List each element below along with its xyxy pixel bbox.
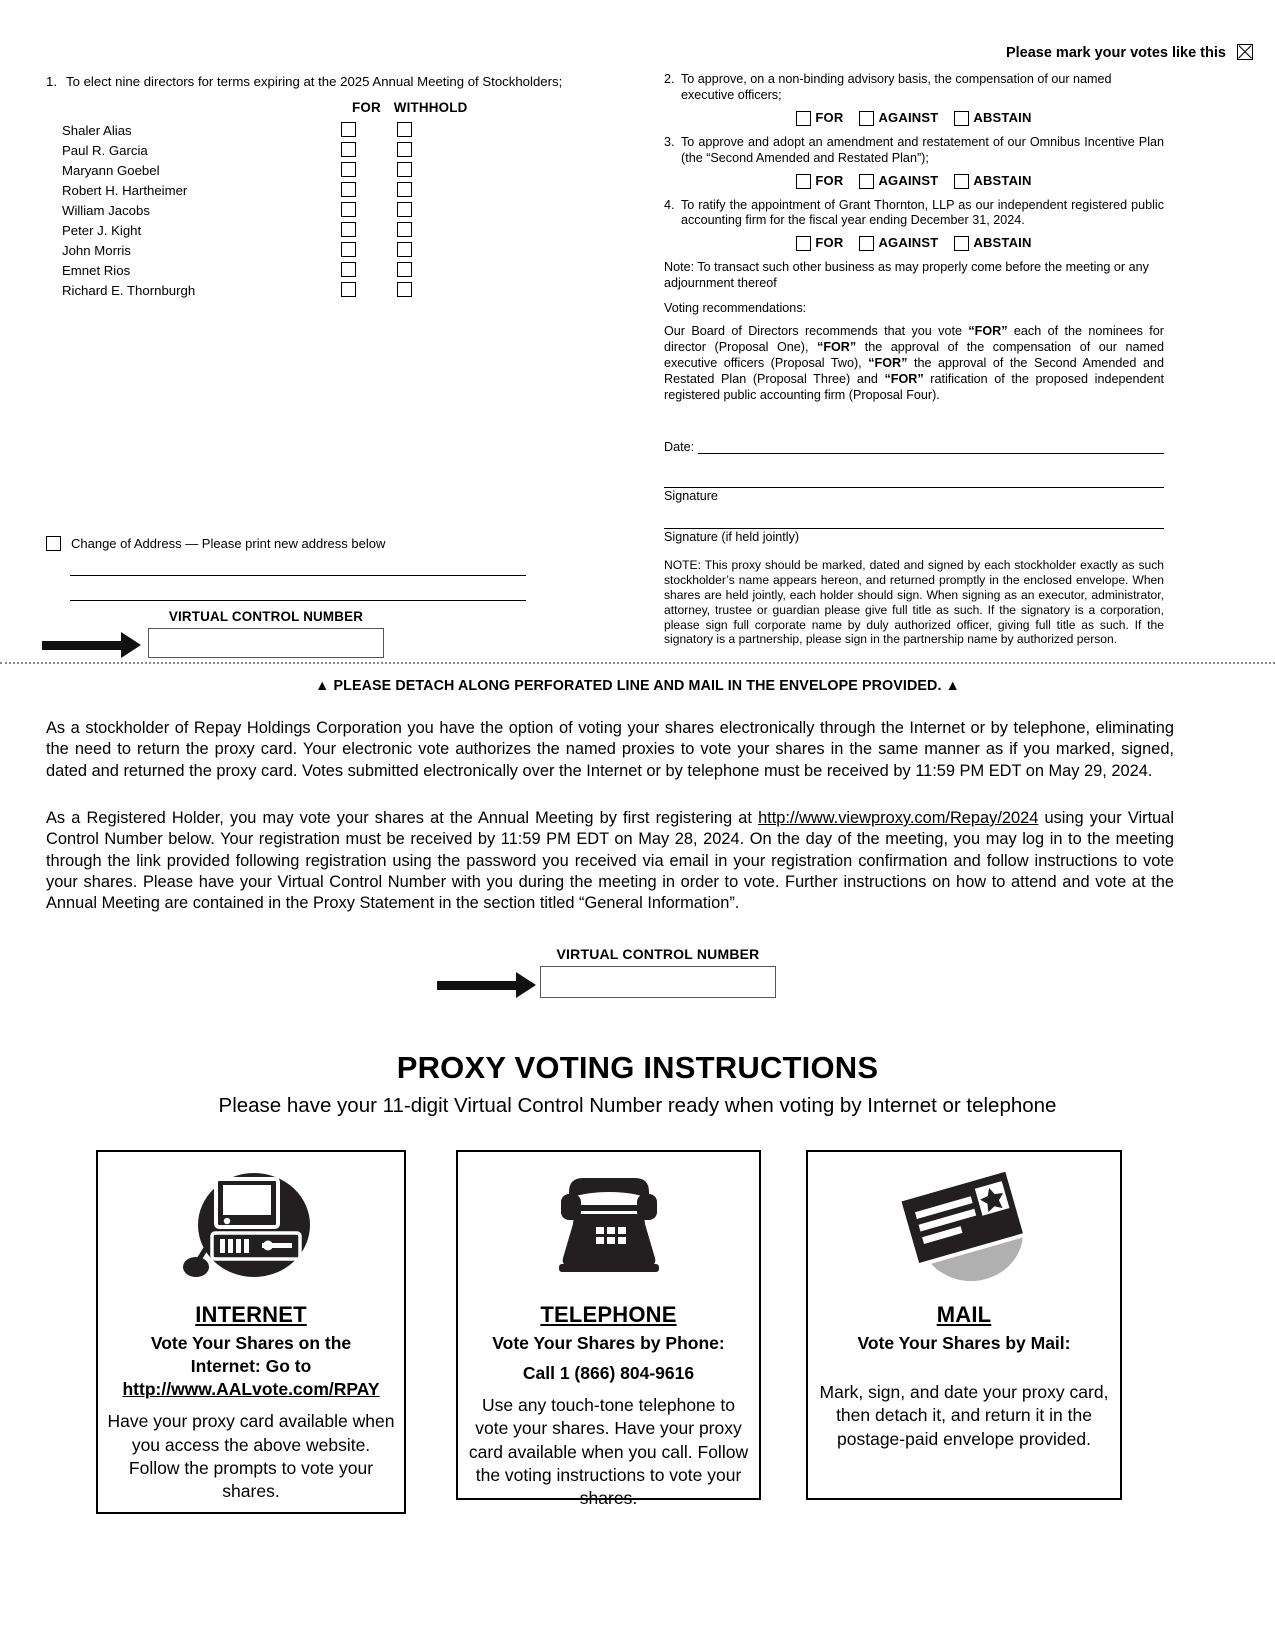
nominee-row — [46, 180, 626, 200]
proxy-card-section — [0, 0, 1275, 663]
proposal-3-choices — [664, 173, 1164, 189]
perforated-line — [0, 662, 1275, 664]
nominee-for-cell — [341, 281, 397, 299]
voting-method-telephone — [456, 1150, 761, 1509]
column-header-withhold: WITHHOLD — [393, 100, 468, 115]
proposal-3 — [664, 135, 1164, 167]
checkbox-for[interactable] — [796, 236, 811, 251]
nominee-withhold-cell — [397, 221, 453, 239]
signature-input-line[interactable] — [664, 454, 1164, 488]
proxy-voting-instructions-subtitle: Please have your 11-digit Virtual Control Number ready when voting by Internet or telephone — [218, 1094, 1057, 1117]
checkbox-for[interactable] — [796, 111, 811, 126]
vr-part-5: ratification of the proposed independent registered public accounting firm (Proposal Four). — [664, 371, 1164, 402]
nominee-name: Peter J. Kight — [62, 222, 142, 238]
change-of-address-label: Change of Address — Please print new address below — [71, 536, 386, 551]
other-business-note: Note: To transact such other business as may properly come before the meeting or any adjournment thereof — [664, 260, 1149, 291]
vr-bold-1: “FOR” — [968, 324, 1008, 339]
stockholder-paragraph-1: As a stockholder of Repay Holdings Corporation you have the option of voting your shares electronically through the Internet or by telephone, eliminating the need to return the proxy card. Your electronic vote authorizes the named proxies to vote your shares in the same manner as if you marked, signed, dated and returned the proxy card. Votes submitted electronically over the Internet or by telephone must be received by 11:59 PM EDT on May 29, 2024. — [46, 719, 1174, 780]
internet-vote-url[interactable]: http://www.AALvote.com/RPAY — [122, 1379, 380, 1400]
internet-subtext — [98, 1332, 404, 1401]
signature-joint-label: Signature (if held jointly) — [664, 530, 800, 544]
proposal-4-choices — [664, 235, 1164, 251]
checkbox-for[interactable] — [341, 162, 356, 177]
mark-votes-text: Please mark your votes like this — [1005, 45, 1226, 61]
signature-label: Signature — [664, 489, 718, 503]
checkbox-for[interactable] — [341, 262, 356, 277]
voting-recommendations-label: Voting recommendations: — [664, 301, 807, 316]
nominee-for-cell — [341, 121, 397, 139]
nominee-row — [46, 220, 626, 240]
change-of-address-block — [46, 536, 526, 601]
checkbox-withhold[interactable] — [397, 162, 412, 177]
checkbox-change-of-address[interactable] — [46, 536, 61, 551]
date-input-line[interactable] — [698, 440, 1164, 454]
nominee-for-cell — [341, 261, 397, 279]
checkbox-for[interactable] — [341, 202, 356, 217]
vcn-pointer-arrow-icon — [42, 632, 141, 658]
nominee-name: Robert H. Hartheimer — [62, 182, 188, 198]
label-against: AGAINST — [878, 235, 939, 251]
para2-part-a: As a Registered Holder, you may vote your shares at the Annual Meeting by first registering at — [46, 809, 759, 827]
nominee-list — [46, 120, 626, 300]
checkbox-withhold[interactable] — [397, 282, 412, 297]
signature-block — [664, 440, 1164, 544]
nominee-withhold-cell — [397, 121, 453, 139]
proxy-voting-instructions-title: PROXY VOTING INSTRUCTIONS — [396, 1050, 879, 1085]
checkbox-abstain[interactable] — [954, 236, 969, 251]
vcn-label: VIRTUAL CONTROL NUMBER — [168, 609, 364, 624]
proposal-3-text: To approve and adopt an amendment and restatement of our Omnibus Incentive Plan (the “Second Amended and Restated Plan”); — [681, 134, 1164, 165]
checkbox-withhold[interactable] — [397, 182, 412, 197]
checkbox-withhold[interactable] — [397, 202, 412, 217]
proposal-4-text: To ratify the appointment of Grant Thornton, LLP as our independent registered public accounting firm for the fiscal year ending December 31, 2024. — [681, 197, 1164, 228]
checkbox-against[interactable] — [859, 236, 874, 251]
vr-bold-2: “FOR” — [817, 339, 857, 354]
vcn-label-2: VIRTUAL CONTROL NUMBER — [556, 946, 760, 962]
proposal-1-column-headers — [352, 100, 468, 115]
vr-bold-4: “FOR” — [884, 371, 924, 386]
checkbox-for[interactable] — [341, 222, 356, 237]
checkbox-against[interactable] — [859, 174, 874, 189]
vcn-input-box-2[interactable] — [540, 966, 776, 998]
address-line-2[interactable] — [70, 576, 526, 601]
checkbox-for[interactable] — [341, 282, 356, 297]
mail-sub-line-1: Vote Your Shares by Mail: — [857, 1333, 1071, 1353]
proposal-2-text: To approve, on a non-binding advisory basis, the compensation of our named executive officers; — [681, 72, 1112, 102]
nominee-row — [46, 280, 626, 300]
nominee-withhold-cell — [397, 161, 453, 179]
internet-sub-line-2: Internet: Go to — [190, 1356, 312, 1377]
checkbox-withhold[interactable] — [397, 122, 412, 137]
date-label: Date: — [664, 440, 695, 454]
nominee-row — [46, 140, 626, 160]
telephone-sub-line-1: Vote Your Shares by Phone: — [492, 1333, 725, 1353]
telephone-body-text: Use any touch-tone telephone to vote your shares. Have your proxy card available when you call. Follow the voting instructions to vote your shares. — [468, 1395, 749, 1509]
proposal-2-choices — [664, 110, 1164, 126]
nominee-withhold-cell — [397, 201, 453, 219]
label-against: AGAINST — [878, 172, 939, 188]
mail-subtext — [808, 1332, 1120, 1355]
telephone-icon — [458, 1152, 759, 1302]
nominee-row — [46, 240, 626, 260]
nominee-name: John Morris — [62, 242, 131, 258]
checkbox-withhold[interactable] — [397, 262, 412, 277]
checkbox-for[interactable] — [341, 242, 356, 257]
nominee-name: Richard E. Thornburgh — [62, 282, 196, 298]
voting-method-internet — [96, 1150, 406, 1514]
detach-notice: ▲ PLEASE DETACH ALONG PERFORATED LINE AND MAIL IN THE ENVELOPE PROVIDED. ▲ — [315, 678, 960, 694]
proposals-2-4-block — [664, 72, 1164, 403]
vcn-input-box[interactable] — [148, 628, 384, 658]
checkbox-for[interactable] — [341, 182, 356, 197]
nominee-row — [46, 120, 626, 140]
nominee-for-cell — [341, 141, 397, 159]
checkbox-for[interactable] — [796, 174, 811, 189]
vr-bold-3: “FOR” — [868, 355, 908, 370]
checkbox-withhold[interactable] — [397, 222, 412, 237]
legal-note-text: NOTE: This proxy should be marked, dated and signed by each stockholder exactly as such stockholder’s name appears hereon, and returned promptly in the enclosed envelope. When shares are held jointly, each holder should sign. When signing as an executor, administrator, attorney, trustee or guardian please give full title as such. If the signatory is a corporation, please sign full corporate name by duly authorized officer, giving full title as such. If the signatory is a partnership, please sign in the partnership name by authorized person. — [664, 558, 1164, 647]
checkbox-withhold[interactable] — [397, 242, 412, 257]
checkbox-for[interactable] — [341, 142, 356, 157]
mark-votes-instruction — [1006, 44, 1253, 61]
nominee-row — [46, 260, 626, 280]
proposal-2 — [664, 72, 1164, 104]
telephone-subtext — [458, 1332, 759, 1385]
change-of-address-row — [46, 536, 526, 551]
nominee-for-cell — [341, 201, 397, 219]
nominee-for-cell — [341, 161, 397, 179]
vr-part-2: each of the nominees for director (Proposal One), — [664, 324, 1164, 354]
label-abstain: ABSTAIN — [973, 235, 1032, 251]
label-for: FOR — [815, 109, 844, 125]
checkbox-against[interactable] — [859, 111, 874, 126]
nominee-row — [46, 200, 626, 220]
proposal-4 — [664, 198, 1164, 230]
vr-part-3: the approval of the compensation of our named executive officers (Proposal Two), — [664, 339, 1164, 370]
virtual-control-number-body-block — [540, 946, 776, 998]
telephone-phone-number: Call 1 (866) 804-9616 — [522, 1363, 695, 1384]
internet-heading: INTERNET — [195, 1302, 307, 1327]
checkbox-abstain[interactable] — [954, 111, 969, 126]
nominee-name: William Jacobs — [62, 202, 150, 218]
proposal-1-number: 1. — [46, 74, 57, 89]
proposal-2-number: 2. — [664, 72, 675, 86]
vr-part-1: Our Board of Directors recommends that you vote — [664, 324, 969, 339]
checkbox-abstain[interactable] — [954, 174, 969, 189]
nominee-name: Emnet Rios — [62, 262, 131, 278]
nominee-withhold-cell — [397, 241, 453, 259]
mail-envelope-icon — [808, 1152, 1120, 1302]
mail-heading: MAIL — [936, 1302, 992, 1327]
vcn-pointer-arrow-icon-2 — [437, 972, 536, 998]
nominee-row — [46, 160, 626, 180]
vr-part-4: the approval of the Second Amended and Restated Plan (Proposal Three) and — [664, 355, 1164, 386]
telephone-heading: TELEPHONE — [540, 1302, 677, 1327]
internet-sub-line-1: Vote Your Shares on the — [150, 1333, 352, 1353]
label-abstain: ABSTAIN — [973, 109, 1032, 125]
mail-body-text: Mark, sign, and date your proxy card, then detach it, and return it in the postage-paid envelope provided. — [819, 1382, 1109, 1449]
date-field-row — [664, 440, 1164, 454]
nominee-name: Maryann Goebel — [62, 162, 160, 178]
voting-method-mail — [806, 1150, 1122, 1500]
virtual-control-number-card-block — [148, 609, 384, 658]
column-header-for: FOR — [352, 100, 381, 115]
nominee-for-cell — [341, 181, 397, 199]
nominee-for-cell — [341, 241, 397, 259]
viewproxy-link[interactable]: http://www.viewproxy.com/Repay/2024 — [758, 809, 1039, 827]
para2-part-b: using your Virtual Control Number below. Your registration must be received by 11:59 PM EDT on May 28, 2024. On the day of the meeting, you may log in to the meeting through the link provided following registration using the password you received via email in your registration confirmation and follow instructions to vote your shares. Please have your Virtual Control Number with you during the meeting in order to vote. Further instructions on how to attend and vote at the Annual Meeting are contained in the Proxy Statement in the section titled “General Information”. — [46, 809, 1174, 913]
voting-recommendations-text — [664, 324, 1164, 403]
nominee-name: Shaler Alias — [62, 122, 132, 138]
stockholder-paragraph-2 — [46, 808, 1174, 915]
computer-icon — [98, 1152, 404, 1302]
nominee-withhold-cell — [397, 281, 453, 299]
example-marked-checkbox-icon — [1237, 44, 1253, 60]
nominee-withhold-cell — [397, 261, 453, 279]
label-for: FOR — [815, 172, 844, 188]
internet-body-text: Have your proxy card available when you access the above website. Follow the prompts to vote your shares. — [107, 1411, 395, 1502]
signature-joint-input-line[interactable] — [664, 503, 1164, 529]
label-for: FOR — [815, 235, 844, 251]
nominee-for-cell — [341, 221, 397, 239]
address-line-1[interactable] — [70, 551, 526, 576]
checkbox-for[interactable] — [341, 122, 356, 137]
label-against: AGAINST — [878, 109, 939, 125]
proposal-1-title — [46, 74, 626, 91]
nominee-withhold-cell — [397, 181, 453, 199]
checkbox-withhold[interactable] — [397, 142, 412, 157]
proposal-3-number: 3. — [664, 134, 675, 149]
proposal-4-number: 4. — [664, 197, 675, 212]
nominee-name: Paul R. Garcia — [62, 142, 148, 158]
proposal-1-text: To elect nine directors for terms expiring at the 2025 Annual Meeting of Stockholders; — [66, 74, 563, 89]
label-abstain: ABSTAIN — [973, 172, 1032, 188]
nominee-withhold-cell — [397, 141, 453, 159]
